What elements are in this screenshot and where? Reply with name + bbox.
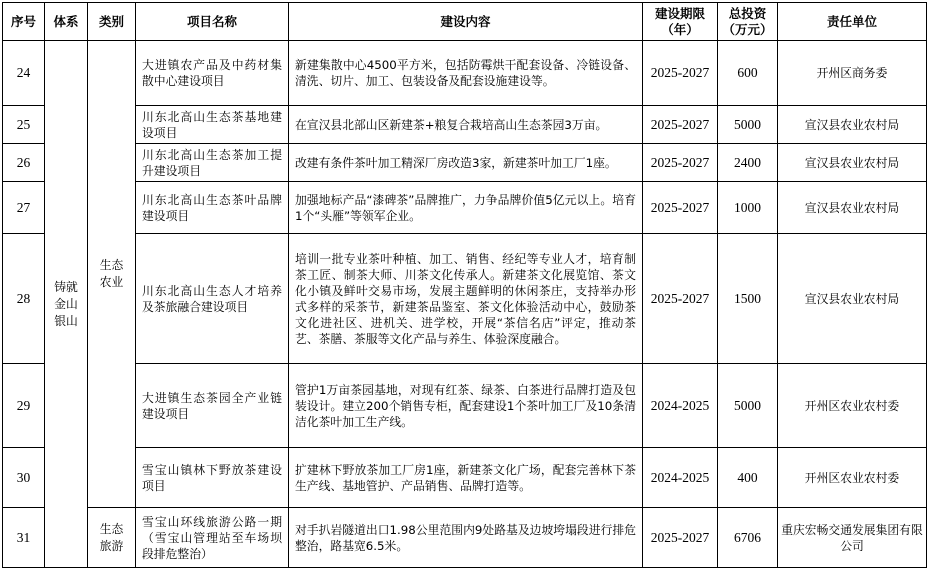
row-seq: 30 [3, 448, 45, 508]
row-project-name: 川东北高山生态茶叶品牌建设项目 [136, 182, 289, 234]
row-investment: 1500 [718, 234, 778, 364]
row-investment: 600 [718, 41, 778, 106]
row-unit: 宣汉县农业农村局 [778, 234, 927, 364]
row-project-name: 雪宝山环线旅游公路一期（雪宝山管理站至车场坝段排危整治） [136, 508, 289, 568]
header-period-line1: 建设期限 [654, 5, 705, 21]
row-content: 新建集散中心4500平方米，包括防霉烘干配套设备、冷链设备、清洗、切片、加工、包装设备及配套设施建设等。 [289, 41, 643, 106]
row-unit: 宣汉县农业农村局 [778, 106, 927, 144]
header-seq: 序号 [3, 3, 45, 41]
table-row [3, 234, 927, 364]
row-unit: 开州区商务委 [778, 41, 927, 106]
row-investment: 5000 [718, 106, 778, 144]
header-row [3, 3, 927, 41]
header-project-name: 项目名称 [136, 3, 289, 41]
row-content: 管护1万亩茶园基地，对现有红茶、绿茶、白茶进行品牌打造及包装设计。建立200个销售专柜，配套建设1个茶叶加工厂及10条清洁化茶叶加工生产线。 [289, 364, 643, 448]
row-content: 在宣汉县北部山区新建茶+粮复合栽培高山生态茶园3万亩。 [289, 106, 643, 144]
header-investment [718, 3, 778, 41]
row-unit: 开州区农业农村委 [778, 364, 927, 448]
header-content: 建设内容 [289, 3, 643, 41]
table-row [3, 448, 927, 508]
row-period: 2025-2027 [643, 144, 718, 182]
row-unit: 开州区农业农村委 [778, 448, 927, 508]
row-period: 2024-2025 [643, 448, 718, 508]
row-seq: 28 [3, 234, 45, 364]
row-project-name: 川东北高山生态人才培养及茶旅融合建设项目 [136, 234, 289, 364]
row-investment: 1000 [718, 182, 778, 234]
row-content: 对手扒岩隧道出口1.98公里范围内9处路基及边坡垮塌段进行排危整治，路基宽6.5米。 [289, 508, 643, 568]
row-seq: 24 [3, 41, 45, 106]
row-period: 2025-2027 [643, 106, 718, 144]
header-investment-line1: 总投资 [728, 5, 767, 21]
row-period: 2024-2025 [643, 364, 718, 448]
table-row [3, 182, 927, 234]
header-period-line2: （年） [661, 21, 699, 37]
row-content: 扩建林下野放茶加工厂房1座，新建茶文化广场，配套完善林下茶生产线、基地管护、产品销售、品牌打造等。 [289, 448, 643, 508]
row-project-name: 川东北高山生态茶加工提升建设项目 [136, 144, 289, 182]
row-period: 2025-2027 [643, 508, 718, 568]
row-seq: 25 [3, 106, 45, 144]
header-investment-line2: （万元） [722, 21, 773, 37]
table-row [3, 508, 927, 568]
category-eco-tourism: 生态旅游 [88, 508, 136, 568]
row-project-name: 雪宝山镇林下野放茶建设项目 [136, 448, 289, 508]
row-unit: 重庆宏畅交通发展集团有限公司 [778, 508, 927, 568]
row-period: 2025-2027 [643, 234, 718, 364]
table-row [3, 144, 927, 182]
table-row [3, 106, 927, 144]
table-row [3, 41, 927, 106]
header-unit: 责任单位 [778, 3, 927, 41]
category-eco-agriculture: 生态农业 [88, 41, 136, 508]
project-table [2, 2, 927, 568]
header-system: 体系 [45, 3, 88, 41]
row-seq: 29 [3, 364, 45, 448]
row-content: 加强地标产品“漆碑茶”品牌推广，力争品牌价值5亿元以上。培育1个“头雁”等领军企业。 [289, 182, 643, 234]
header-category: 类别 [88, 3, 136, 41]
row-seq: 31 [3, 508, 45, 568]
row-unit: 宣汉县农业农村局 [778, 182, 927, 234]
row-unit: 宣汉县农业农村局 [778, 144, 927, 182]
row-seq: 27 [3, 182, 45, 234]
row-project-name: 川东北高山生态茶基地建设项目 [136, 106, 289, 144]
row-project-name: 大进镇生态茶园全产业链建设项目 [136, 364, 289, 448]
row-investment: 6706 [718, 508, 778, 568]
row-project-name: 大进镇农产品及中药材集散中心建设项目 [136, 41, 289, 106]
system-cell: 铸就金山银山 [45, 41, 88, 568]
row-period: 2025-2027 [643, 182, 718, 234]
table-row [3, 364, 927, 448]
row-seq: 26 [3, 144, 45, 182]
row-investment: 2400 [718, 144, 778, 182]
row-investment: 5000 [718, 364, 778, 448]
header-period [643, 3, 718, 41]
row-content: 培训一批专业茶叶种植、加工、销售、经纪等专业人才，培育制茶工匠、制茶大师、川茶文化传承人。新建茶文化展览馆、茶文化小镇及鲜叶交易市场，发展主题鲜明的休闲茶庄，支持举办形式多样的采茶节，新建茶品鉴室、茶文化体验活动中心，鼓励茶文化进社区、进机关、进学校，开展“茶信名店”评定，推动茶艺、茶膳、茶服等文化产品与养生、体验深度融合。 [289, 234, 643, 364]
row-period: 2025-2027 [643, 41, 718, 106]
row-content: 改建有条件茶叶加工精深厂房改造3家，新建茶叶加工厂1座。 [289, 144, 643, 182]
row-investment: 400 [718, 448, 778, 508]
